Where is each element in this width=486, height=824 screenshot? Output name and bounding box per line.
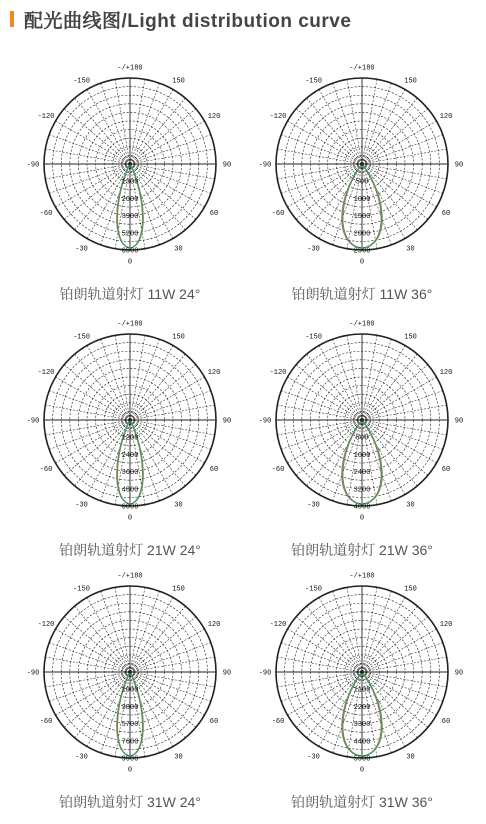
angle-label: -90: [26, 161, 40, 170]
angle-label: -30: [75, 501, 88, 510]
chart-caption-4: 铂朗轨道射灯 21W 36°: [291, 542, 433, 558]
angle-label: -30: [307, 753, 320, 762]
radial-label: 4800: [121, 486, 139, 495]
radial-label: 6500: [121, 247, 139, 256]
angle-label: -90: [26, 669, 40, 678]
radial-label: 2000: [353, 230, 371, 239]
angle-label: 60: [209, 466, 219, 474]
angle-label: -30: [75, 245, 88, 254]
angle-label: -150: [73, 77, 90, 86]
angle-label: 0: [359, 258, 365, 267]
angle-label: -/+180: [117, 320, 143, 329]
grid-spoke: [288, 121, 362, 164]
accent-bar: [10, 11, 14, 27]
grid-spoke: [288, 164, 362, 207]
radial-label: 7600: [121, 738, 139, 747]
radial-label: 1100: [353, 686, 371, 695]
grid-spoke: [130, 377, 204, 420]
angle-label: 30: [406, 501, 415, 510]
angle-label: -120: [269, 113, 287, 121]
grid-spoke: [288, 377, 362, 420]
radial-label: 1500: [353, 213, 371, 222]
angle-label: -60: [271, 210, 285, 218]
angle-label: -120: [37, 369, 55, 377]
angle-label: 60: [441, 210, 451, 218]
angle-label: 120: [439, 113, 453, 121]
grid-spoke: [130, 121, 204, 164]
grid-spoke: [130, 90, 173, 164]
angle-label: 0: [127, 514, 133, 523]
radial-label: 3300: [353, 721, 371, 730]
angle-label: -60: [271, 466, 285, 474]
angle-label: -/+180: [117, 572, 143, 581]
radial-label: 3600: [121, 469, 139, 478]
chart-caption-5: 铂朗轨道射灯 31W 24°: [59, 794, 201, 810]
grid-spoke: [288, 629, 362, 672]
angle-label: 150: [172, 77, 185, 86]
radial-label: 2600: [121, 195, 139, 204]
center-point: [360, 670, 363, 673]
radial-label: 1200: [121, 434, 139, 443]
chart-caption-3: 铂朗轨道射灯 21W 24°: [59, 542, 201, 558]
angle-label: -60: [39, 718, 53, 726]
angle-label: 30: [406, 753, 415, 762]
radial-label: 1600: [353, 451, 371, 460]
angle-label: -120: [269, 369, 287, 377]
angle-label: 60: [209, 718, 219, 726]
angle-label: -60: [39, 466, 53, 474]
angle-label: 150: [404, 585, 417, 594]
angle-label: -30: [307, 501, 320, 510]
grid-spoke: [288, 420, 362, 463]
grid-spoke: [362, 346, 405, 420]
grid-spoke: [362, 164, 436, 207]
angle-label: 90: [454, 161, 464, 170]
grid-spoke: [362, 121, 436, 164]
angle-label: -/+180: [349, 320, 375, 329]
grid-spoke: [362, 672, 436, 715]
angle-label: 150: [404, 77, 417, 86]
angle-label: 0: [127, 766, 133, 775]
angle-label: 0: [359, 514, 365, 523]
radial-label: 3800: [121, 703, 139, 712]
section-header: [10, 6, 351, 32]
polar-chart-6: [252, 570, 472, 788]
angle-label: -90: [26, 417, 40, 426]
angle-label: 120: [207, 369, 221, 377]
angle-label: -/+180: [349, 572, 375, 581]
grid-spoke: [130, 346, 173, 420]
radial-label: 3900: [121, 213, 139, 222]
chart-cell-1: [20, 62, 240, 312]
radial-label: 4400: [353, 738, 371, 747]
angle-label: -/+180: [349, 64, 375, 73]
angle-label: 150: [172, 333, 185, 342]
grid-spoke: [319, 90, 362, 164]
chart-caption-6: 铂朗轨道射灯 31W 36°: [291, 794, 433, 810]
polar-chart-4: [252, 318, 472, 536]
radial-label: 5200: [121, 230, 139, 239]
polar-chart-5: [20, 570, 240, 788]
radial-label: 1000: [353, 195, 371, 204]
grid-spoke: [362, 90, 405, 164]
center-point: [128, 162, 131, 165]
angle-label: 90: [454, 417, 464, 426]
grid-spoke: [362, 377, 436, 420]
angle-label: 30: [174, 245, 183, 254]
radial-label: 5700: [121, 721, 139, 730]
angle-label: 90: [222, 417, 232, 426]
polar-chart-3: [20, 318, 240, 536]
angle-label: 120: [207, 621, 221, 629]
angle-label: 90: [222, 669, 232, 678]
angle-label: -150: [73, 585, 90, 594]
grid-spoke: [362, 629, 436, 672]
grid-spoke: [130, 598, 173, 672]
chart-cell-2: [252, 62, 472, 312]
angle-label: -120: [269, 621, 287, 629]
chart-caption-1: 铂朗轨道射灯 11W 24°: [59, 286, 201, 302]
angle-label: 30: [174, 753, 183, 762]
grid-spoke: [56, 121, 130, 164]
angle-label: -/+180: [117, 64, 143, 73]
angle-label: -60: [271, 718, 285, 726]
angle-label: -90: [258, 669, 272, 678]
radial-label: 1900: [121, 686, 139, 695]
angle-label: 120: [439, 621, 453, 629]
angle-label: 120: [207, 113, 221, 121]
radial-label: 2400: [121, 451, 139, 460]
radial-label: 2400: [353, 469, 371, 478]
page-title: 配光曲线图/Light distribution curve: [24, 10, 352, 32]
radial-label: 4000: [353, 503, 371, 512]
angle-label: -60: [39, 210, 53, 218]
center-point: [360, 162, 363, 165]
center-point: [128, 670, 131, 673]
angle-label: -90: [258, 161, 272, 170]
grid-spoke: [56, 629, 130, 672]
angle-label: -120: [37, 621, 55, 629]
polar-chart-1: [20, 62, 240, 280]
radial-label: 1300: [121, 178, 139, 187]
radial-label: 5500: [353, 755, 371, 764]
center-point: [128, 418, 131, 421]
grid-spoke: [87, 346, 130, 420]
angle-label: 30: [174, 501, 183, 510]
angle-label: -90: [258, 417, 272, 426]
grid-spoke: [362, 598, 405, 672]
angle-label: -150: [305, 77, 322, 86]
angle-label: 0: [127, 258, 133, 267]
radial-label: 9500: [121, 755, 139, 764]
chart-cell-3: [20, 318, 240, 568]
angle-label: 150: [404, 333, 417, 342]
chart-cell-5: [20, 570, 240, 820]
grid-spoke: [319, 346, 362, 420]
angle-label: -30: [75, 753, 88, 762]
chart-cell-6: [252, 570, 472, 820]
angle-label: 0: [359, 766, 365, 775]
polar-chart-2: [252, 62, 472, 280]
angle-label: 30: [406, 245, 415, 254]
radial-label: 500: [355, 178, 369, 187]
grid-spoke: [87, 598, 130, 672]
angle-label: -150: [73, 333, 90, 342]
grid-spoke: [319, 598, 362, 672]
radial-label: 2200: [353, 703, 371, 712]
angle-label: 90: [222, 161, 232, 170]
radial-label: 6000: [121, 503, 139, 512]
grid-spoke: [87, 90, 130, 164]
angle-label: 60: [441, 466, 451, 474]
chart-cell-4: [252, 318, 472, 568]
radial-label: 3200: [353, 486, 371, 495]
grid-spoke: [288, 672, 362, 715]
angle-label: 60: [441, 718, 451, 726]
grid-spoke: [130, 629, 204, 672]
chart-caption-2: 铂朗轨道射灯 11W 36°: [291, 286, 433, 302]
angle-label: 120: [439, 369, 453, 377]
grid-spoke: [362, 420, 436, 463]
radial-label: 2500: [353, 247, 371, 256]
angle-label: -120: [37, 113, 55, 121]
angle-label: 60: [209, 210, 219, 218]
center-point: [360, 418, 363, 421]
angle-label: 150: [172, 585, 185, 594]
radial-label: 800: [355, 434, 369, 443]
angle-label: -150: [305, 585, 322, 594]
angle-label: -150: [305, 333, 322, 342]
grid-spoke: [56, 377, 130, 420]
angle-label: 90: [454, 669, 464, 678]
angle-label: -30: [307, 245, 320, 254]
